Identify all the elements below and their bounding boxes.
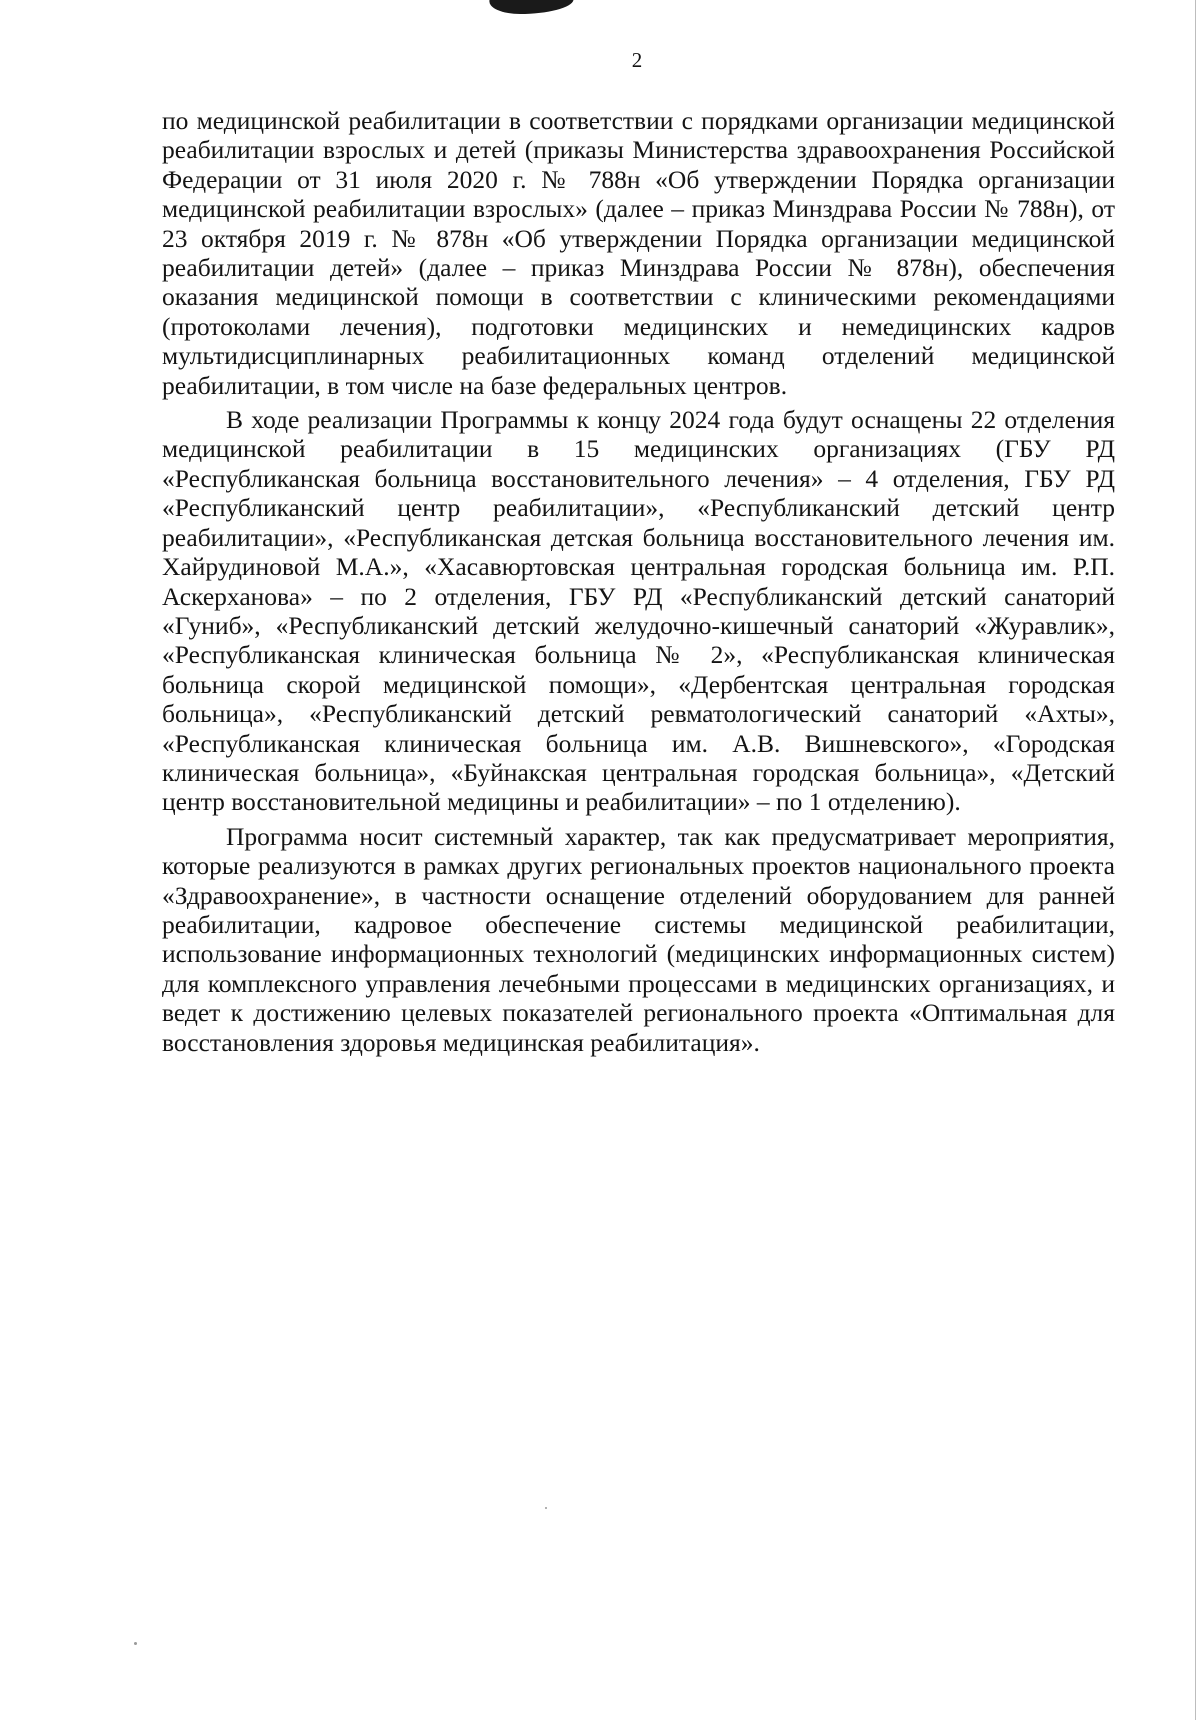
page-edge xyxy=(1195,0,1196,1720)
paragraph: по медицинской реабилитации в соответствии с порядками организации медицинской реабилитации взрослых и детей (приказы Министерства здравоохранения Российской Федерации от 31 июля 2020 г. № 788н «Об утверждении Порядка организации медицинской реабилитации взрослых» (далее – приказ Минздрава России № 788н), от 23 октября 2019 г. № 878н «Об утверждении Порядка организации медицинской реабилитации детей» (далее – приказ Минздрава России № 878н), обеспечения оказания медицинской помощи в соответствии с клиническими рекомендациями (протоколами лечения), подготовки медицинских и немедицинских кадров мультидисциплинарных реабилитационных команд отделений медицинской реабилитации, в том числе на базе федеральных центров. xyxy=(162,106,1115,400)
scan-artifact xyxy=(487,0,574,14)
paragraph: Программа носит системный характер, так как предусматривает мероприятия, которые реализуются в рамках других региональных проектов национального проекта «Здравоохранение», в частности оснащение отделений оборудованием для ранней реабилитации, кадровое обеспечение системы медицинской реабилитации, использование информационных технологий (медицинских информационных систем) для комплексного управления лечебными процессами в медицинских организациях, и ведет к достижению целевых показателей регионального проекта «Оптимальная для восстановления здоровья медицинская реабилитация». xyxy=(162,821,1115,1057)
scan-speck xyxy=(134,1642,137,1645)
scan-speck xyxy=(545,1507,547,1509)
page-number: 2 xyxy=(631,48,643,72)
document-body xyxy=(162,106,1115,1057)
paragraph: В ходе реализации Программы к концу 2024 года будут оснащены 22 отделения медицинской реабилитации в 15 медицинских организациях (ГБУ РД «Республиканская больница восстановительного лечения» – 4 отделения, ГБУ РД «Республиканский центр реабилитации», «Республиканский детский центр реабилитации», «Республиканская детская больница восстановительного лечения им. Хайрудиновой М.А.», «Хасавюртовская центральная городская больница им. Р.П. Аскерханова» – по 2 отделения, ГБУ РД «Республиканский детский санаторий «Гуниб», «Республиканский детский желудочно-кишечный санаторий «Журавлик», «Республиканская клиническая больница № 2», «Республиканская клиническая больница скорой медицинской помощи», «Дербентская центральная городская больница», «Республиканский детский ревматологический санаторий «Ахты», «Республиканская клиническая больница им. А.В. Вишневского», «Городская клиническая больница», «Буйнакская центральная городская больница», «Детский центр восстановительной медицины и реабилитации» – по 1 отделению). xyxy=(162,405,1115,817)
